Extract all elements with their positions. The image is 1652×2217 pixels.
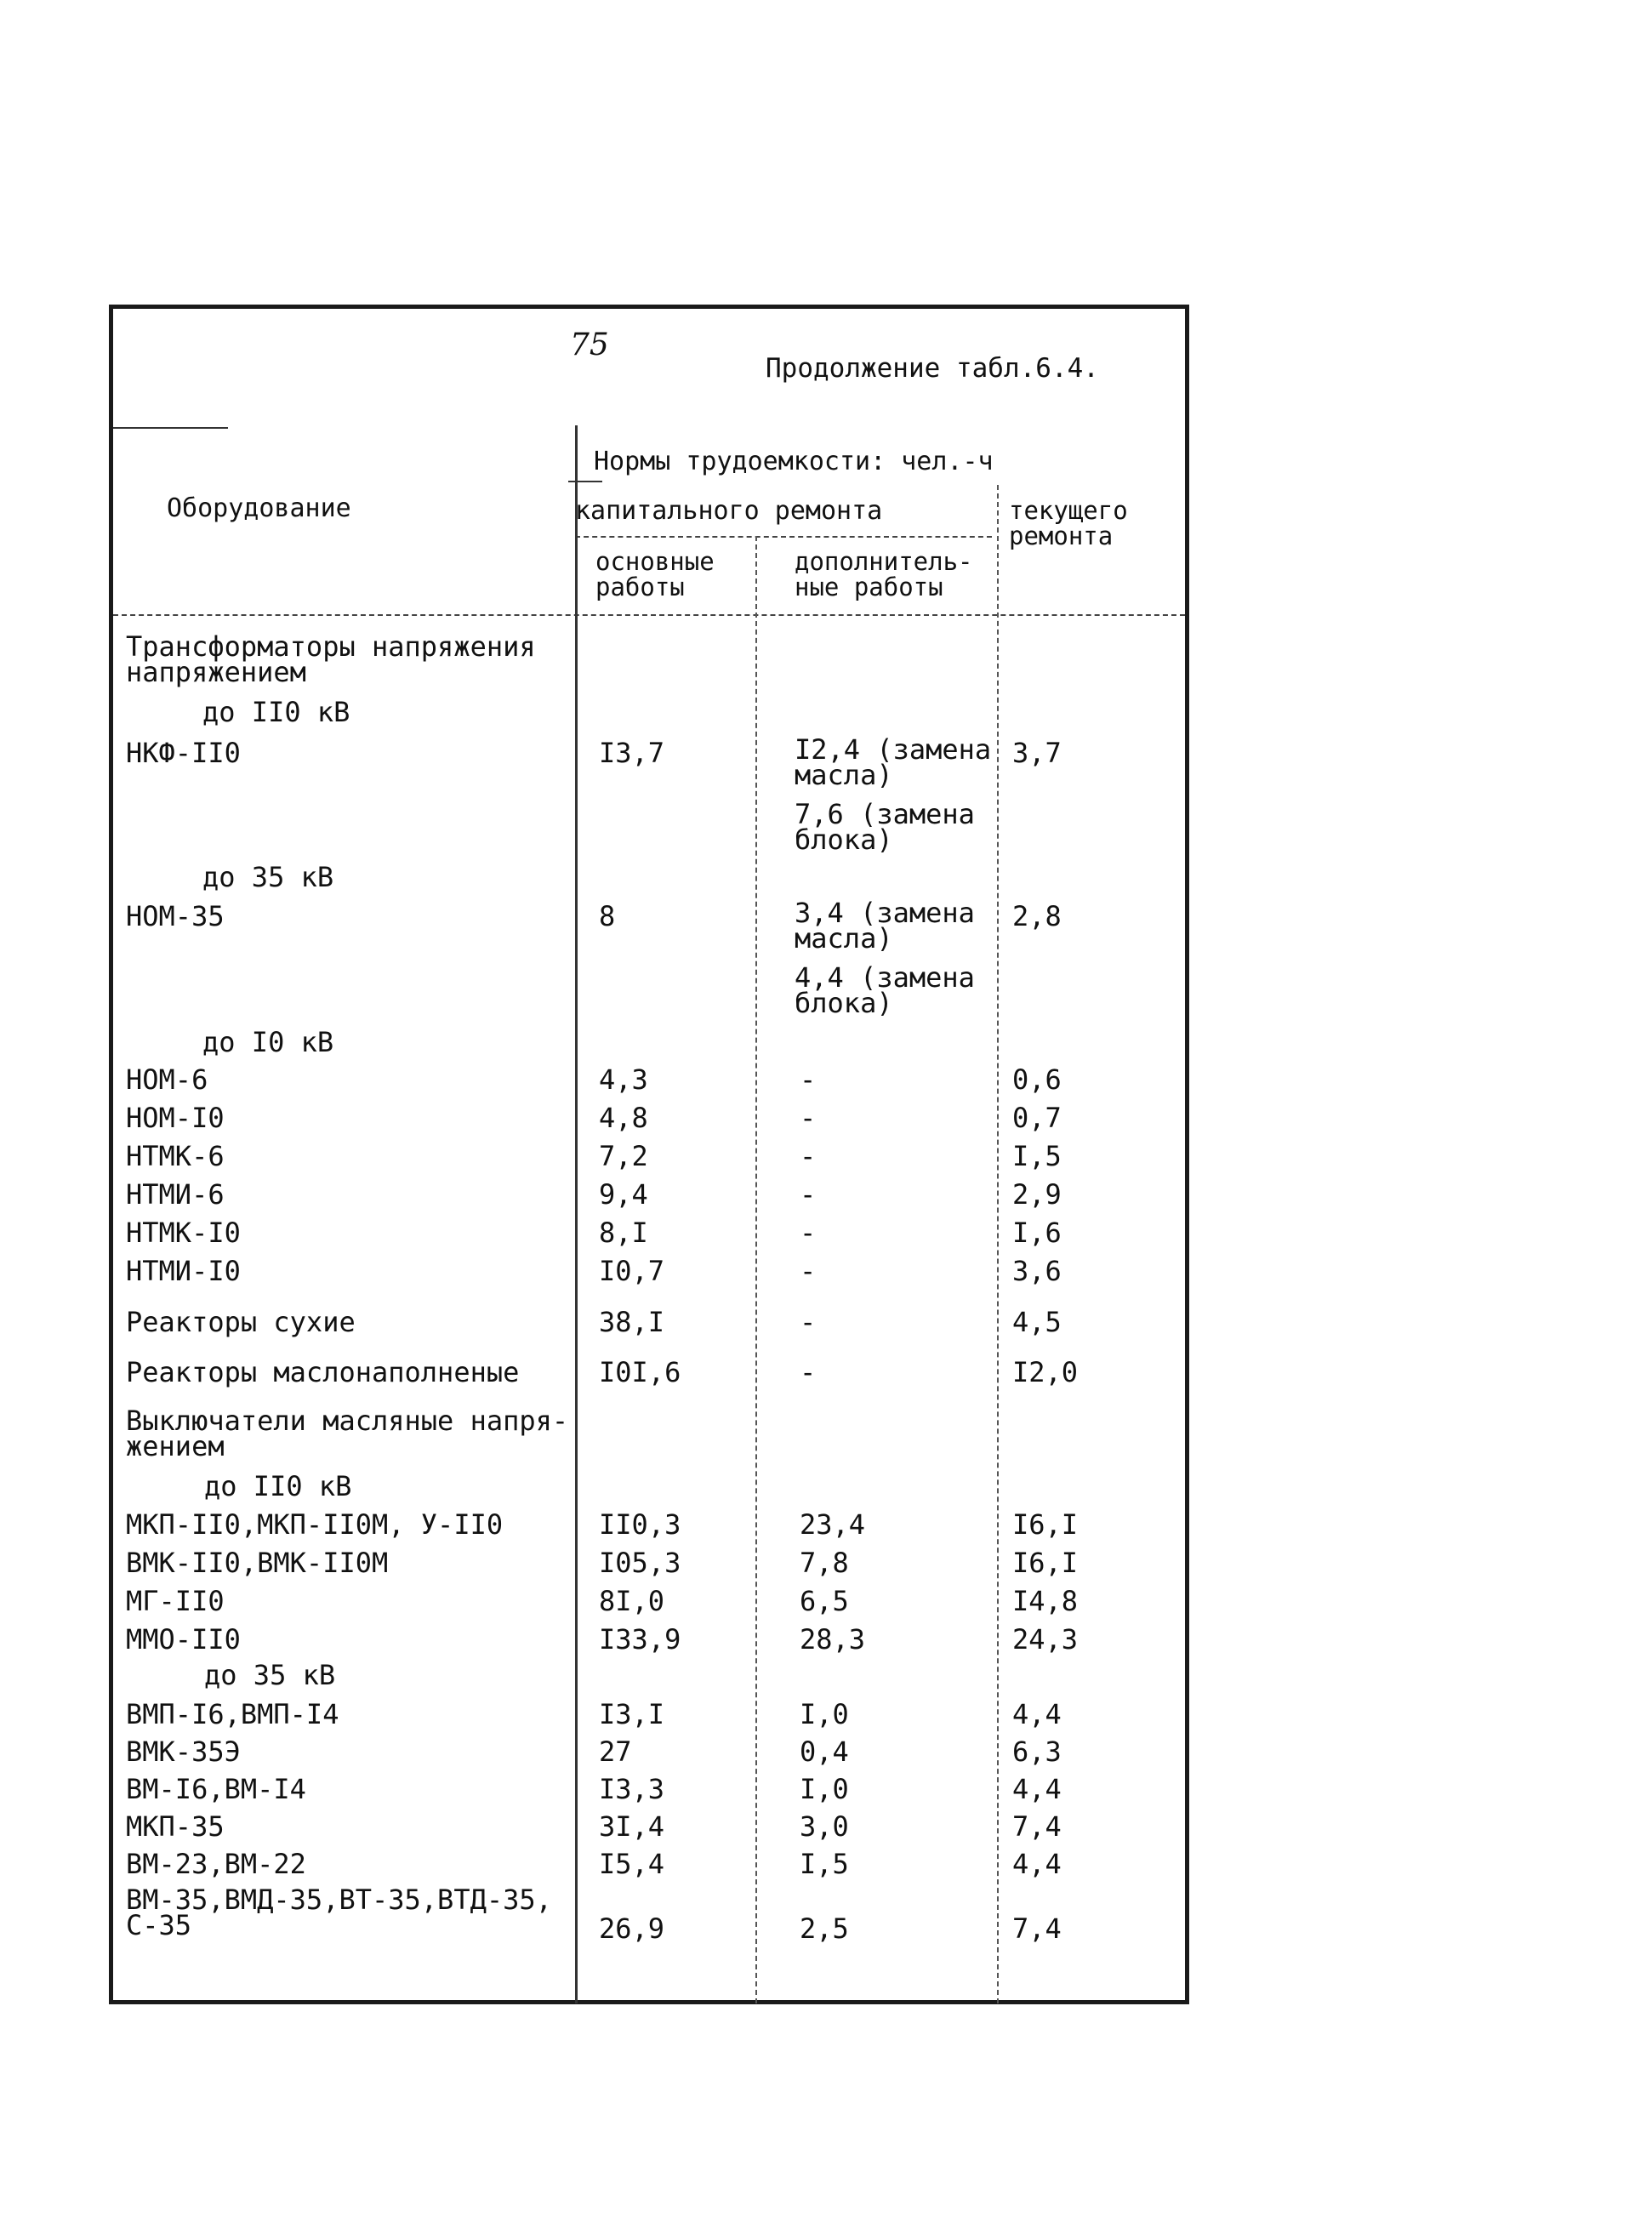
page-number: 75 [570,328,609,362]
row-name: Реакторы маслонаполненые [126,1356,520,1388]
header-capital: капитального ремонта [575,496,883,526]
row-name: ВМК-35Э [126,1735,241,1768]
row-main: I0,7 [599,1255,665,1287]
column-divider-3 [997,485,999,2003]
row-name: НТМИ-6 [126,1178,225,1211]
row-additional: I,0 [800,1698,849,1730]
row-current: I4,8 [1012,1585,1079,1617]
row-name: ВМ-35,ВМД-35,ВТ-35,ВТД-35, С-35 [126,1884,552,1941]
row-current: 3,6 [1012,1255,1062,1287]
norms-rule [568,481,602,482]
row-main: 3I,4 [599,1810,665,1843]
row-main: 8 [599,900,616,932]
row-additional: 3,0 [800,1810,849,1843]
row-additional: - [800,1140,817,1172]
row-current: 7,4 [1012,1810,1062,1843]
row-name: ММО-II0 [126,1623,241,1656]
row-name: МКП-II0,МКП-II0М, У-II0 [126,1508,504,1541]
row-additional: 7,8 [800,1547,849,1579]
row-current: I6,I [1012,1508,1079,1541]
row-additional: - [800,1255,817,1287]
row-additional: - [800,1306,817,1338]
header-norms: Нормы трудоемкости: чел.-ч [594,447,994,476]
row-current: I6,I [1012,1547,1079,1579]
row-additional: - [800,1356,817,1388]
row-main: 8I,0 [599,1585,665,1617]
row-name: до II0 кВ [204,1470,352,1502]
row-name: Трансформаторы напряжения напряжением [126,630,536,688]
row-current: 24,3 [1012,1623,1079,1656]
row-name: Реакторы сухие [126,1306,356,1338]
row-main: 4,8 [599,1102,648,1134]
row-additional: - [800,1063,817,1096]
row-main: 8,I [599,1217,648,1249]
row-main: I3,I [599,1698,665,1730]
row-main: I3,3 [599,1773,665,1805]
row-main: II0,3 [599,1508,681,1541]
column-divider-2 [755,536,757,2003]
row-name: МГ-II0 [126,1585,225,1617]
row-main: I5,4 [599,1848,665,1880]
row-current: 2,8 [1012,900,1062,932]
row-name: НТМИ-I0 [126,1255,241,1287]
row-name: НКФ-II0 [126,737,241,769]
row-additional: 0,4 [800,1735,849,1768]
header-additional-works: дополнитель- ные работы [795,547,973,601]
row-current: 7,4 [1012,1912,1062,1945]
row-current: I2,0 [1012,1356,1079,1388]
row-main: 9,4 [599,1178,648,1211]
row-current: 4,4 [1012,1773,1062,1805]
row-name: Выключатели масляные напря- жением [126,1405,569,1462]
row-additional: 28,3 [800,1623,866,1656]
row-current: 3,7 [1012,737,1062,769]
row-main: 38,I [599,1306,665,1338]
row-additional: I,0 [800,1773,849,1805]
row-additional: 3,4 (замена масла) [795,897,975,955]
header-current: текущего ремонта [1009,496,1128,550]
row-name: МКП-35 [126,1810,225,1843]
header-bottom-rule [113,614,1185,616]
row-current: 0,7 [1012,1102,1062,1134]
row-current: I,6 [1012,1217,1062,1249]
row-name: ВМ-I6,ВМ-I4 [126,1773,306,1805]
row-current: 4,5 [1012,1306,1062,1338]
row-additional: 2,5 [800,1912,849,1945]
row-additional: 6,5 [800,1585,849,1617]
row-name: до 35 кВ [204,1659,336,1691]
capital-rule [575,536,992,538]
row-main: 27 [599,1735,632,1768]
row-name: НОМ-6 [126,1063,208,1096]
row-additional: - [800,1178,817,1211]
row-additional: 4,4 (замена блока) [795,961,975,1019]
continuation-caption: Продолжение табл.6.4. [766,353,1099,384]
header-top-rule [113,427,228,429]
row-additional: - [800,1102,817,1134]
row-main: I05,3 [599,1547,681,1579]
row-main: I33,9 [599,1623,681,1656]
row-name: НТМК-I0 [126,1217,241,1249]
row-name: до I0 кВ [202,1026,334,1058]
row-current: 0,6 [1012,1063,1062,1096]
row-additional: I2,4 (замена масла) [795,733,992,791]
row-main: I3,7 [599,737,665,769]
row-name: НОМ-I0 [126,1102,225,1134]
row-additional: I,5 [800,1848,849,1880]
row-additional: 23,4 [800,1508,866,1541]
column-divider-1 [575,425,578,2003]
row-main: I0I,6 [599,1356,681,1388]
row-main: 26,9 [599,1912,665,1945]
row-name: до 35 кВ [202,861,334,893]
row-name: ВМП-I6,ВМП-I4 [126,1698,339,1730]
row-name: ВМ-23,ВМ-22 [126,1848,306,1880]
row-additional: 7,6 (замена блока) [795,798,975,856]
row-current: 4,4 [1012,1698,1062,1730]
row-main: 7,2 [599,1140,648,1172]
row-current: 4,4 [1012,1848,1062,1880]
row-current: 6,3 [1012,1735,1062,1768]
row-main: 4,3 [599,1063,648,1096]
row-additional: - [800,1217,817,1249]
row-name: НОМ-35 [126,900,225,932]
row-current: 2,9 [1012,1178,1062,1211]
row-name: ВМК-II0,ВМК-II0М [126,1547,389,1579]
row-name: до II0 кВ [202,696,350,728]
row-name: НТМК-6 [126,1140,225,1172]
row-current: I,5 [1012,1140,1062,1172]
header-equipment: Оборудование [167,493,351,523]
header-main-works: основные работы [595,547,715,601]
